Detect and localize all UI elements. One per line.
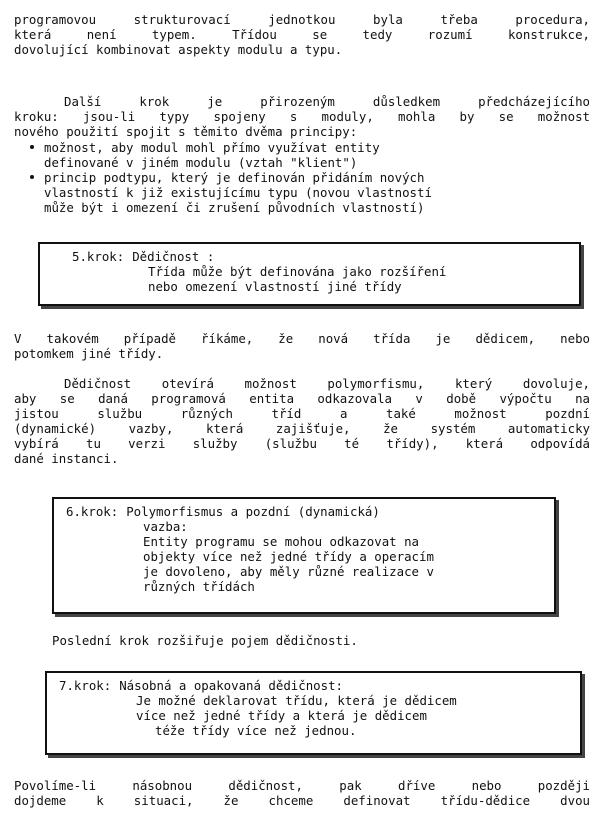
bullet-continuation (26, 155, 576, 170)
step-text-line: vazba: (143, 519, 188, 534)
text-line: jistou službu různých tříd a také možnost pozdní (14, 406, 590, 421)
text-line: nového použití spojit s těmito dvěma principy: (14, 124, 358, 139)
text-line: která není typem. Třídou se tedy rozumí konstrukce, (14, 27, 590, 42)
step-label: 7.krok: (59, 678, 112, 693)
text-line: Další krok je přirozeným důsledkem předcházejícího (64, 94, 590, 109)
last-step-paragraph (52, 633, 552, 648)
final-paragraph (14, 778, 590, 808)
polymorphism-paragraph (14, 376, 590, 466)
bullet-text: možnost, aby modul mohl přímo využívat entity (44, 140, 380, 155)
text-line: dané instanci. (14, 451, 119, 466)
step-label: 5.krok: (72, 249, 125, 264)
step-text-line: objekty více než jedné třídy a operacím (143, 549, 434, 564)
text-line: kroku: jsou-li typy spojeny s moduly, mohla by se možnost (14, 109, 590, 124)
bullet-text: princip podtypu, který je definován přidáním nových (44, 170, 425, 185)
bullet-text: definované v jiném modulu (vztah "klient") (44, 155, 358, 170)
text-line: vybírá tu verzi služby (službu té třídy), která odpovídá (14, 436, 590, 451)
bullet-icon (30, 145, 34, 149)
step-title: Násobná a opakovaná dědičnost: (119, 678, 344, 693)
bullet-list (26, 140, 576, 215)
step-text-line: téže třídy více než jednou. (155, 723, 357, 738)
step-title: Polymorfismus a pozdní (dynamická) (126, 504, 380, 519)
step-text-line: Třída může být definována jako rozšíření (148, 264, 447, 279)
step-text-line: je dovoleno, aby měly různé realizace v (143, 564, 434, 579)
inheritance-paragraph (14, 331, 590, 361)
text-line: Poslední krok rozšiřuje pojem dědičnosti. (52, 633, 358, 648)
step-text-line: Je možné deklarovat třídu, která je dědicem (136, 693, 457, 708)
text-line: Dědičnost otevírá možnost polymorfismu, který dovoluje, (64, 376, 590, 391)
step-box-inheritance (38, 242, 581, 306)
text-line: aby se daná programová entita odkazovala v době výpočtu na (14, 391, 590, 406)
bullet-continuation (26, 185, 576, 200)
text-line: Povolíme-li násobnou dědičnost, pak dříve nebo později (14, 778, 590, 793)
step-box-multiple-inheritance (45, 671, 582, 755)
step-text-line: nebo omezení vlastností jiné třídy (148, 279, 402, 294)
text-line: programovou strukturovací jednotkou byla třeba procedura, (14, 12, 590, 27)
text-line: V takovém případě říkáme, že nová třída je dědicem, nebo (14, 331, 590, 346)
bullet-text: vlastností k již existujícímu typu (novou vlastností (44, 185, 432, 200)
text-line: dovolující kombinovat aspekty modulu a typu. (14, 42, 343, 57)
text-line: potomkem jiné třídy. (14, 346, 164, 361)
top-paragraph (14, 12, 590, 57)
step-text-line: různých třídách (143, 579, 255, 594)
bullet-icon (30, 175, 34, 179)
bullet-text: může být i omezení či zrušení původních vlastností) (44, 200, 425, 215)
step-box-polymorphism (52, 497, 556, 614)
bullet-item (26, 140, 576, 155)
step-label: 6.krok: (66, 504, 119, 519)
bullet-item (26, 170, 576, 185)
intro-paragraph (14, 94, 590, 139)
step-text-line: více než jedné třídy a která je dědicem (136, 708, 427, 723)
step-title: Dědičnost : (132, 249, 215, 264)
text-line: dojdeme k situaci, že chceme definovat třídu-dědice dvou (14, 793, 590, 808)
bullet-continuation (26, 200, 576, 215)
text-line: (dynamické) vazby, která zajišťuje, že systém automaticky (14, 421, 590, 436)
step-text-line: Entity programu se mohou odkazovat na (143, 534, 420, 549)
